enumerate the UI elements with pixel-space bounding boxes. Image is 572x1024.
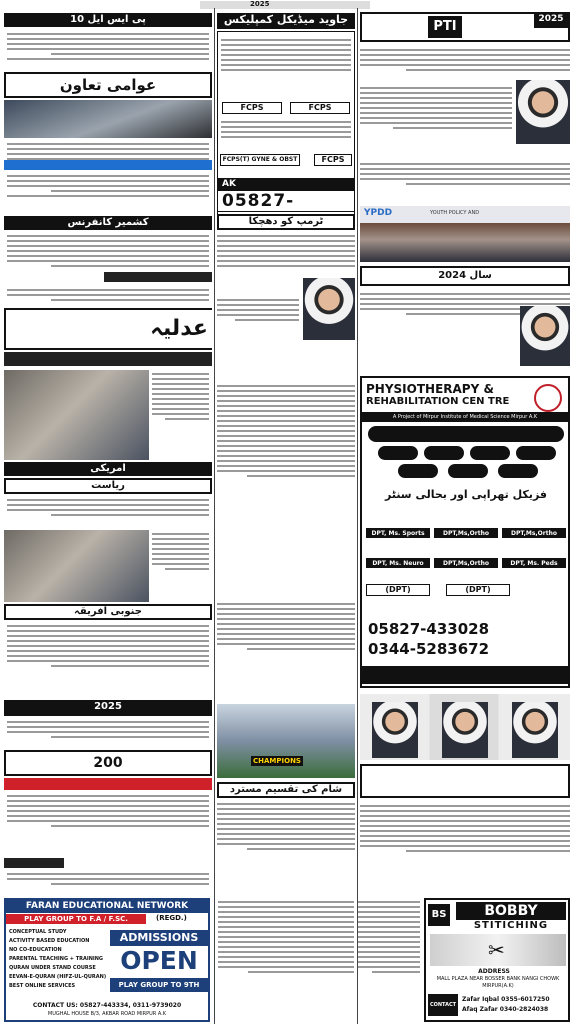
physio-logo-icon [534,384,562,412]
left-column [4,10,212,894]
physio-title-2: REHABILITATION CEN TRE [366,396,510,407]
news-photo [4,370,149,460]
headline-pti: PTI [428,16,462,38]
section-header: امریکی [4,462,212,476]
section-header: پی ایس ایل 10 [4,13,212,27]
ypdd-label: YPDD [364,208,393,218]
ad-badge: FCPS(T) GYNE & OBST [220,154,300,166]
news-photo [4,530,149,602]
doctor-credential: DPT, Ms. Neuro [366,558,430,568]
article-text [217,296,299,346]
feature-item: PARENTAL TEACHING + TRAINING [9,956,104,962]
ad-badge: FCPS [314,154,352,166]
highlight-bar [104,272,212,282]
portrait-photo [442,702,488,758]
news-photo [4,100,212,138]
feature-item: QURAN UNDER STAND COURSE [9,965,96,971]
bobby-address: MALL PLAZA NEAR BOSSER BANK NANGI CHOWK MIRPUR(A.K) [436,976,560,989]
badge: 2025 [534,14,568,28]
article-text [358,898,420,1018]
article-text [7,172,209,212]
ypdd-sub: YOUTH POLICY AND [430,210,480,216]
scissors-icon: ✂ [488,938,505,962]
bobby-photos [430,934,566,966]
column-divider [214,8,215,1024]
headline: عوامی تعاون [4,72,212,98]
headline: عدلیہ [4,308,212,350]
highlight-bar [4,160,212,170]
faran-title: FARAN EDUCATIONAL NETWORK [6,900,208,913]
bobby-contact: Zafar Iqbal 0355-6017250 [462,996,550,1003]
bobby-contact: Afaq Zafar 0340-2824038 [462,1006,549,1013]
photo-caption: CHAMPIONS [253,757,301,765]
article-text [218,898,354,1018]
right-column [360,10,570,894]
section-header: کشمیر کانفرنس [4,216,212,230]
group-photo [360,206,570,262]
article-text [7,286,209,310]
faran-contact: CONTACT US: 05827-443334, 0311-9739020 [32,1002,182,1009]
ad-title: جاوید میڈیکل کمپلیکس [217,13,355,29]
ad-text [221,118,351,150]
article-text [7,30,209,70]
physio-ad [360,376,570,688]
feature-item: NO CO-EDUCATION [9,947,62,953]
bobby-title: BOBBY [456,902,566,920]
column-divider [357,8,358,1024]
article-text [7,622,209,694]
article-text [7,870,209,894]
feature-item: BEST ONLINE SERVICES [9,983,76,989]
ad-text [221,36,351,96]
ad-phone: 05827- [222,191,295,211]
highlight-bar [4,778,212,790]
bobby-contact-label: CONTACT [428,994,458,1016]
portrait-photo [520,306,570,366]
physio-subtitle: A Project of Mirpur Institute of Medical Science Mirpur A.K [362,412,568,422]
feature-item: CONCEPTUAL STUDY [9,929,67,935]
ad-badge: FCPS [222,102,282,114]
ad-phone-prefix: AK [222,179,236,189]
headline [360,764,570,798]
faran-ad [4,898,210,1022]
article-text [360,802,570,892]
article-text [360,160,570,202]
faran-range: PLAY GROUP TO 9TH [110,978,208,992]
news-bar [4,352,212,366]
headline: ریاست [4,478,212,494]
date-line: 2025 [250,0,270,8]
center-column [217,10,355,894]
headline: جنوبی افریقہ [4,604,212,620]
physio-urdu-title: فزیکل تھراپی اور بحالی سنٹر [384,488,547,501]
bobby-subtitle: STITICHING [473,920,549,931]
physio-services [368,426,564,486]
article-text [217,600,355,690]
headline: 200 [4,750,212,776]
faran-features [9,928,109,998]
doctor-credential: DPT,Ms,Ortho [502,528,566,538]
portrait-photo [512,702,558,758]
ad-badge: FCPS [290,102,350,114]
article-text [217,382,355,542]
bobby-address-label: ADDRESS [478,968,510,975]
portrait-photo [516,80,570,144]
feature-item: EEVAN-E-QURAN (HIFZ-UL-QURAN) [9,974,107,980]
faran-open: OPEN [120,946,198,975]
doctor-credential: DPT, Ms. Sports [366,528,430,538]
doctor-credential: DPT, Ms. Peds [502,558,566,568]
highlight-bar [4,858,64,868]
physio-phone: 0344-5283672 [368,640,490,658]
bobby-ad [424,898,570,1022]
doctor-credential: DPT,Ms,Ortho [434,558,498,568]
faran-regd: (REGD.) [156,914,187,922]
article-text [7,496,209,526]
physio-address-bar [362,666,568,684]
section-header: ٹرمپ کو دھچکا [217,214,355,230]
physio-phone: 05827-433028 [368,620,490,638]
section-header: شام کی تقسیم مسترد [217,782,355,798]
portrait-photo [303,278,355,340]
physio-title-1: PHYSIOTHERAPY & [366,382,494,396]
section-header: 2025 [4,700,212,716]
doctor-credential: (DPT) [446,584,510,596]
feature-item: ACTIVITY BASED EDUCATION [9,938,90,944]
article-text [7,718,209,748]
sports-photo [217,704,355,778]
bobby-initials: BS [428,904,450,926]
doctor-grid [366,512,568,612]
article-text [217,800,355,894]
portrait-photo [372,702,418,758]
headline-banner [360,12,570,42]
article-text [7,792,209,852]
ad-phone-bar [217,178,355,212]
faran-admissions: ADMISSIONS [110,930,208,946]
faran-subtitle: PLAY GROUP TO F.A / F.SC. [6,914,146,924]
masthead [0,0,572,10]
doctor-credential: DPT,Ms,Ortho [434,528,498,538]
headline: سال 2024 [360,266,570,286]
doctor-credential: (DPT) [366,584,430,596]
faran-address: MUGHAL HOUSE B/3, AKBAR ROAD MIRPUR A.K [47,1011,167,1017]
article-text [152,370,209,460]
article-text [152,530,209,602]
